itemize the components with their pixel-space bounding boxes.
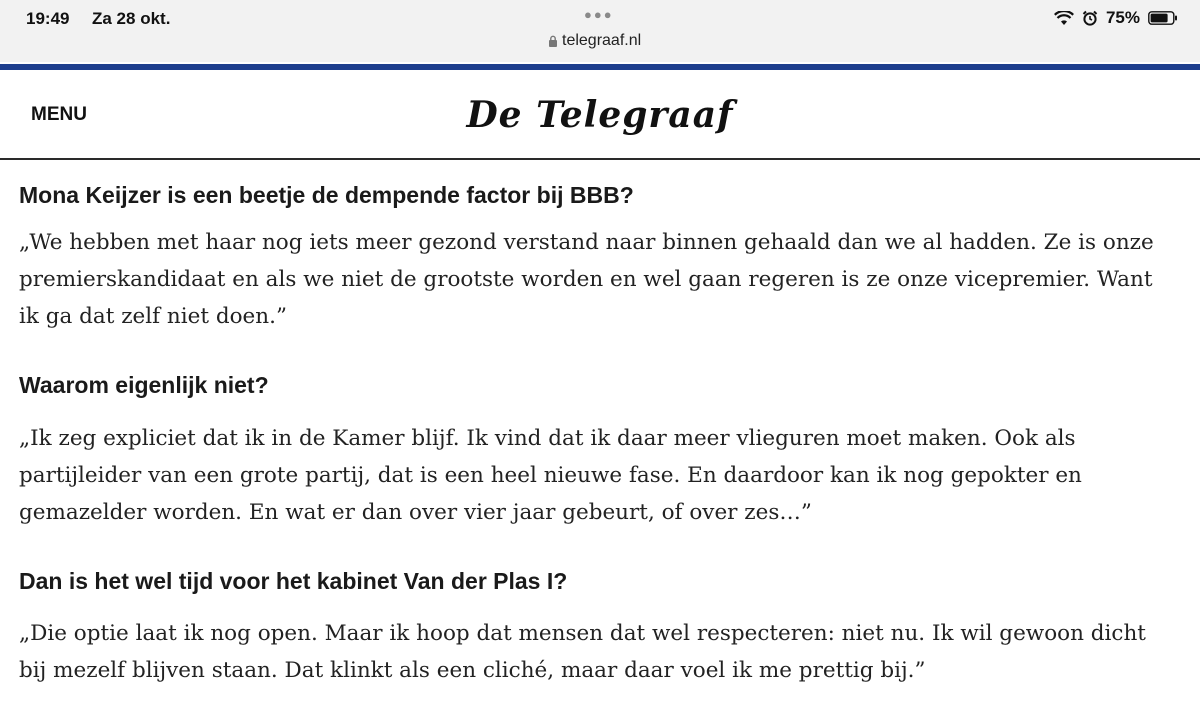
multitask-dots-icon[interactable]: ●●● (584, 7, 614, 22)
status-indicators (1054, 8, 1178, 28)
interview-question: Dan is het wel tijd voor het kabinet Van der Plas I? (19, 568, 568, 594)
site-header (0, 70, 1200, 160)
interview-question: Waarom eigenlijk niet? (19, 372, 269, 398)
interview-answer: „Ik zeg expliciet dat ik in de Kamer blijf. Ik vind dat ik daar meer vlieguren moet maken. Ook als partijleider van een grote partij, dat is een heel nieuwe fase. En daardoor kan ik nog gepokter en gemazelder worden. En wat er dan over vier jaar gebeurt, of over zes…” (19, 426, 1082, 525)
menu-button[interactable]: MENU (31, 104, 87, 125)
address-bar[interactable] (0, 32, 1200, 62)
status-date: Za 28 okt. (92, 9, 171, 28)
site-logo[interactable]: De Telegraaf (466, 94, 734, 136)
interview-question: Mona Keijzer is een beetje de dempende factor bij BBB? (19, 182, 634, 208)
url-display[interactable] (548, 32, 641, 50)
lock-icon (548, 35, 558, 47)
status-time: 19:49 (26, 9, 70, 28)
battery-percentage: 75% (1105, 8, 1140, 27)
interview-answer: „We hebben met haar nog iets meer gezond verstand naar binnen gehaald dan we al hadden. Ze is onze premierskandidaat en als we niet de grootste worden en wel gaan regeren is ze onze vicepremier. Want ik ga dat zelf niet doen.” (19, 230, 1154, 329)
battery-icon (1148, 11, 1178, 25)
alarm-icon (1082, 10, 1098, 26)
interview-answer: „Die optie laat ik nog open. Maar ik hoop dat mensen dat wel respecteren: niet nu. Ik wil gewoon dicht bij mezelf blijven staan. Dat klinkt als een cliché, maar daar voel ik me prettig bij.” (19, 621, 1146, 683)
url-text: telegraaf.nl (562, 32, 642, 49)
wifi-icon (1054, 11, 1074, 26)
